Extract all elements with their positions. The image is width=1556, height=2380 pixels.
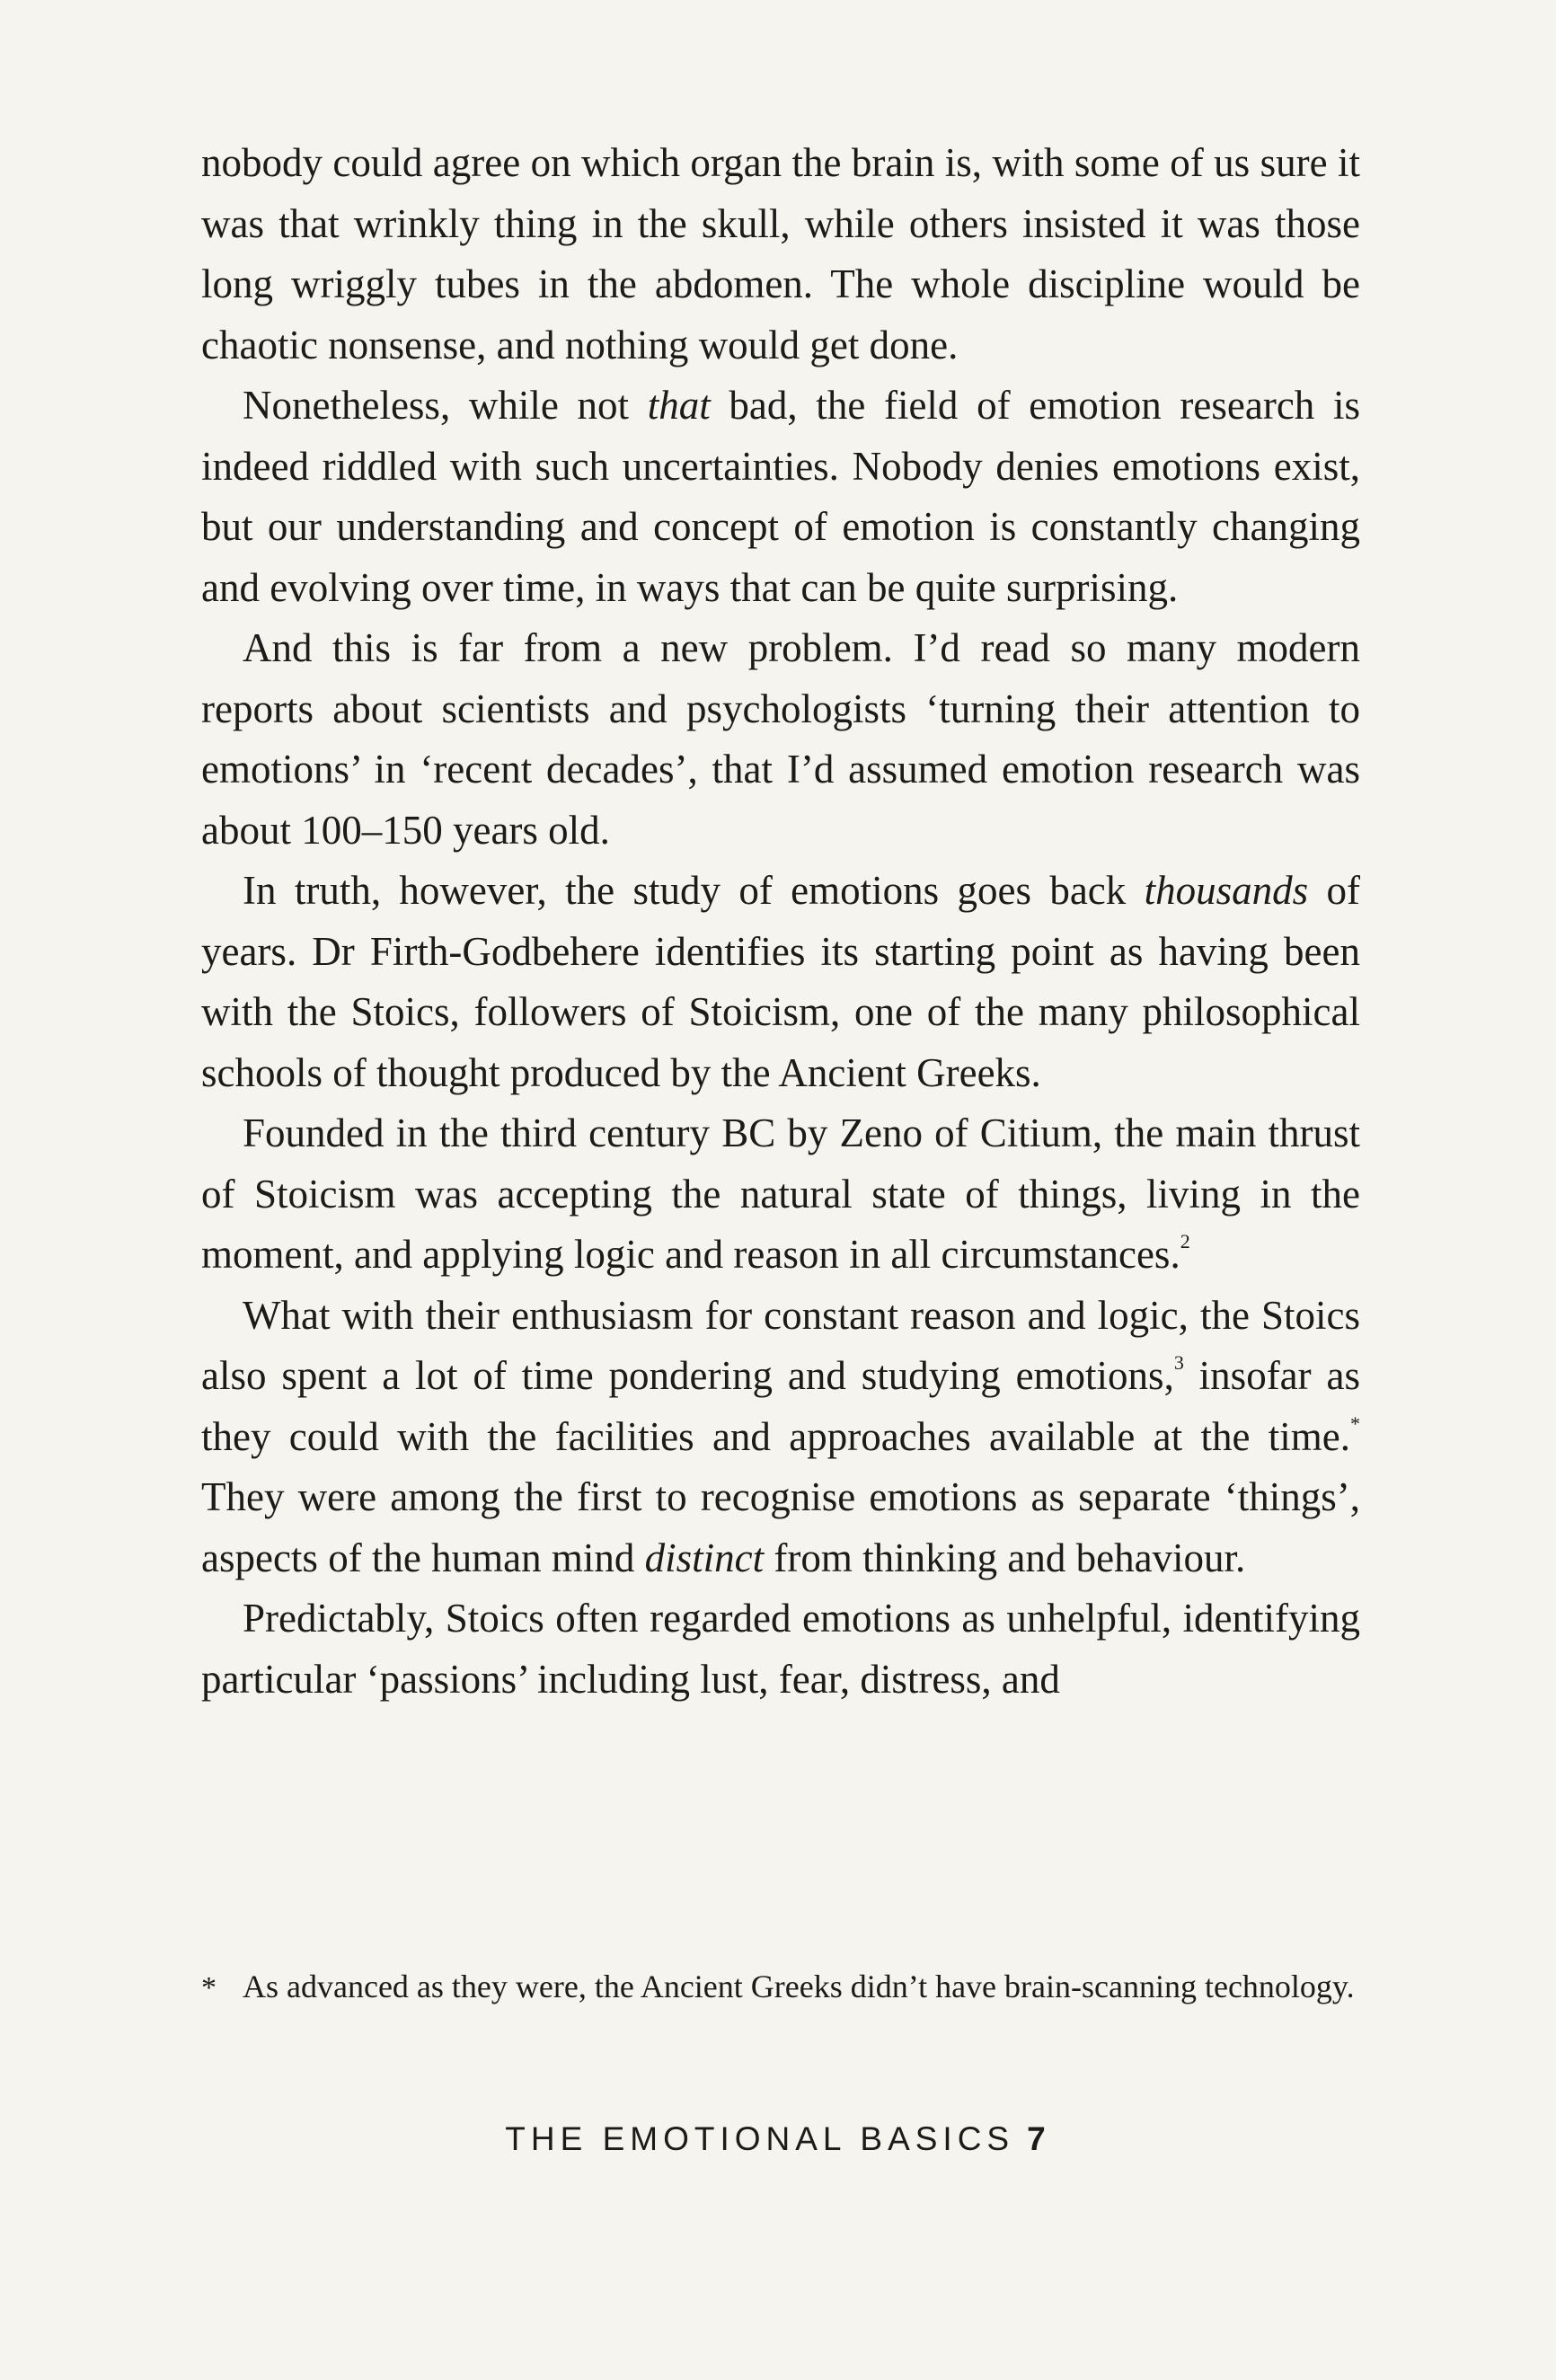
paragraph: [201, 1286, 1360, 1589]
text-run: What with their enthusiasm for constant reason and logic, the Stoics also spent a lot of time pondering and studying emotions,: [201, 1292, 1360, 1398]
footnote-reference: *: [1350, 1411, 1360, 1435]
text-run: Nonetheless, while not: [243, 383, 648, 428]
paragraph: [201, 618, 1360, 861]
page-number: 7: [1027, 2120, 1051, 2157]
text-run: insofar as they could with the facilities and approaches available at the time.: [201, 1353, 1360, 1459]
text-run: bad, the field of emotion research is indeed riddled with such uncertainties. Nobody denies emotions exist, but our understanding and concept of emotion is constantly changing and evolving over time, in ways that can be quite surprising.: [201, 383, 1360, 610]
footnote-reference: 2: [1180, 1230, 1190, 1252]
paragraph: [201, 376, 1360, 618]
running-footer: [0, 2120, 1556, 2158]
running-footer-title: THE EMOTIONAL BASICS: [505, 2120, 1015, 2157]
text-run: And this is far from a new problem. I’d read so many modern reports about scientists and psychologists ‘turning their attention to emotions’ in ‘recent decades’, that I’d assumed emotion research was about 100–150 years old.: [201, 625, 1360, 853]
paragraph: [201, 133, 1360, 376]
body-text: [201, 133, 1360, 1710]
footnote-mark: *: [201, 1971, 217, 2004]
text-run: Founded in the third century BC by Zeno of Citium, the main thrust of Stoicism was accepting the natural state of things, living in the moment, and applying logic and reason in all circumstances.: [201, 1110, 1360, 1277]
text-run: In truth, however, the study of emotions goes back: [243, 868, 1145, 913]
text-run: from thinking and behaviour.: [764, 1535, 1246, 1580]
text-run: of years. Dr Firth-Godbehere identifies its starting point as having been with the Stoics, followers of Stoicism, one of the many philosophical schools of thought produced by the Ancient Greeks.: [201, 868, 1360, 1095]
text-run: Predictably, Stoics often regarded emotions as unhelpful, identifying particular ‘passions’ including lust, fear, distress, and: [201, 1596, 1360, 1702]
emphasis-text: distinct: [644, 1535, 765, 1580]
footnote-reference: 3: [1173, 1351, 1184, 1374]
emphasis-text: that: [647, 383, 711, 428]
footnote: [201, 1963, 1360, 2012]
paragraph: [201, 1103, 1360, 1286]
paragraph: [201, 1588, 1360, 1710]
emphasis-text: thousands: [1144, 868, 1309, 913]
text-run: nobody could agree on which organ the brain is, with some of us sure it was that wrinkly thing in the skull, while others insisted it was those long wriggly tubes in the abdomen. The whole discipline would be chaotic nonsense, and nothing would get done.: [201, 140, 1360, 367]
text-run: They were among the first to recognise emotions as separate ‘things’, aspects of the human mind: [201, 1474, 1360, 1580]
footnote-text: As advanced as they were, the Ancient Greeks didn’t have brain-scanning technology.: [243, 1969, 1355, 2004]
paragraph: [201, 861, 1360, 1103]
